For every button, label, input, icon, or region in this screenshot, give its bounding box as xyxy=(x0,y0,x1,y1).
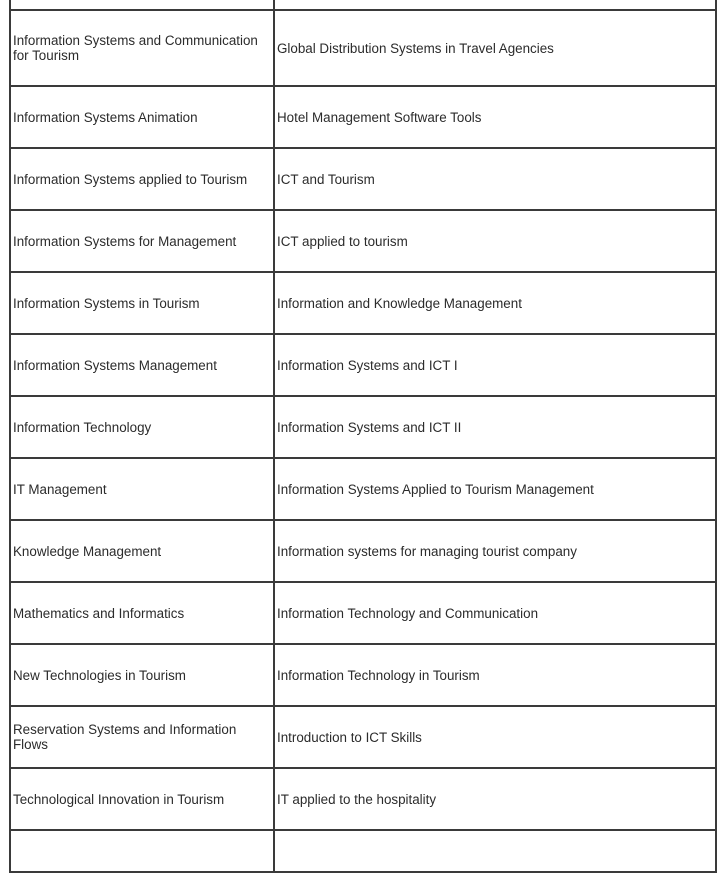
table-cell-left: Information Systems in Tourism xyxy=(10,272,274,334)
table-row-partial-top xyxy=(10,0,716,10)
table-row xyxy=(10,272,716,334)
table-row xyxy=(10,458,716,520)
table-row xyxy=(10,768,716,830)
table-row xyxy=(10,148,716,210)
table-cell-left: IT Management xyxy=(10,458,274,520)
table-cell-left: Information Systems applied to Tourism xyxy=(10,148,274,210)
table-row xyxy=(10,582,716,644)
table-cell-right: Information and Knowledge Management xyxy=(274,272,716,334)
table-row xyxy=(10,706,716,768)
table-cell-right: ICT and Tourism xyxy=(274,148,716,210)
table-cell-right: Information systems for managing tourist company xyxy=(274,520,716,582)
table-cell-right: IT applied to the hospitality xyxy=(274,768,716,830)
table-cell xyxy=(274,830,716,872)
table-cell xyxy=(274,0,716,10)
table-cell-right: Information Technology and Communication xyxy=(274,582,716,644)
table-cell-left: Knowledge Management xyxy=(10,520,274,582)
table-cell-right: Information Technology in Tourism xyxy=(274,644,716,706)
table-cell-left: Reservation Systems and Information Flows xyxy=(10,706,274,768)
table-cell-right: Information Systems and ICT I xyxy=(274,334,716,396)
table-row xyxy=(10,520,716,582)
table-row xyxy=(10,210,716,272)
table-cell-right: ICT applied to tourism xyxy=(274,210,716,272)
table-cell-left: New Technologies in Tourism xyxy=(10,644,274,706)
table-cell-left: Information Systems and Communication for Tourism xyxy=(10,10,274,86)
table-cell-right: Information Systems and ICT II xyxy=(274,396,716,458)
table-cell-right: Introduction to ICT Skills xyxy=(274,706,716,768)
table-cell-left: Information Systems Animation xyxy=(10,86,274,148)
table-row-partial-bottom xyxy=(10,830,716,872)
table-cell-left: Technological Innovation in Tourism xyxy=(10,768,274,830)
table-row xyxy=(10,644,716,706)
table-cell-right: Global Distribution Systems in Travel Agencies xyxy=(274,10,716,86)
table-row xyxy=(10,86,716,148)
table-cell-left: Information Systems Management xyxy=(10,334,274,396)
table-cell-right: Hotel Management Software Tools xyxy=(274,86,716,148)
table-cell-right: Information Systems Applied to Tourism Management xyxy=(274,458,716,520)
table-cell-left: Mathematics and Informatics xyxy=(10,582,274,644)
table-row xyxy=(10,10,716,86)
table-cell-left: Information Technology xyxy=(10,396,274,458)
table-cell xyxy=(10,0,274,10)
table-row xyxy=(10,334,716,396)
course-table xyxy=(9,0,717,873)
table-cell xyxy=(10,830,274,872)
table-row xyxy=(10,396,716,458)
table-cell-left: Information Systems for Management xyxy=(10,210,274,272)
